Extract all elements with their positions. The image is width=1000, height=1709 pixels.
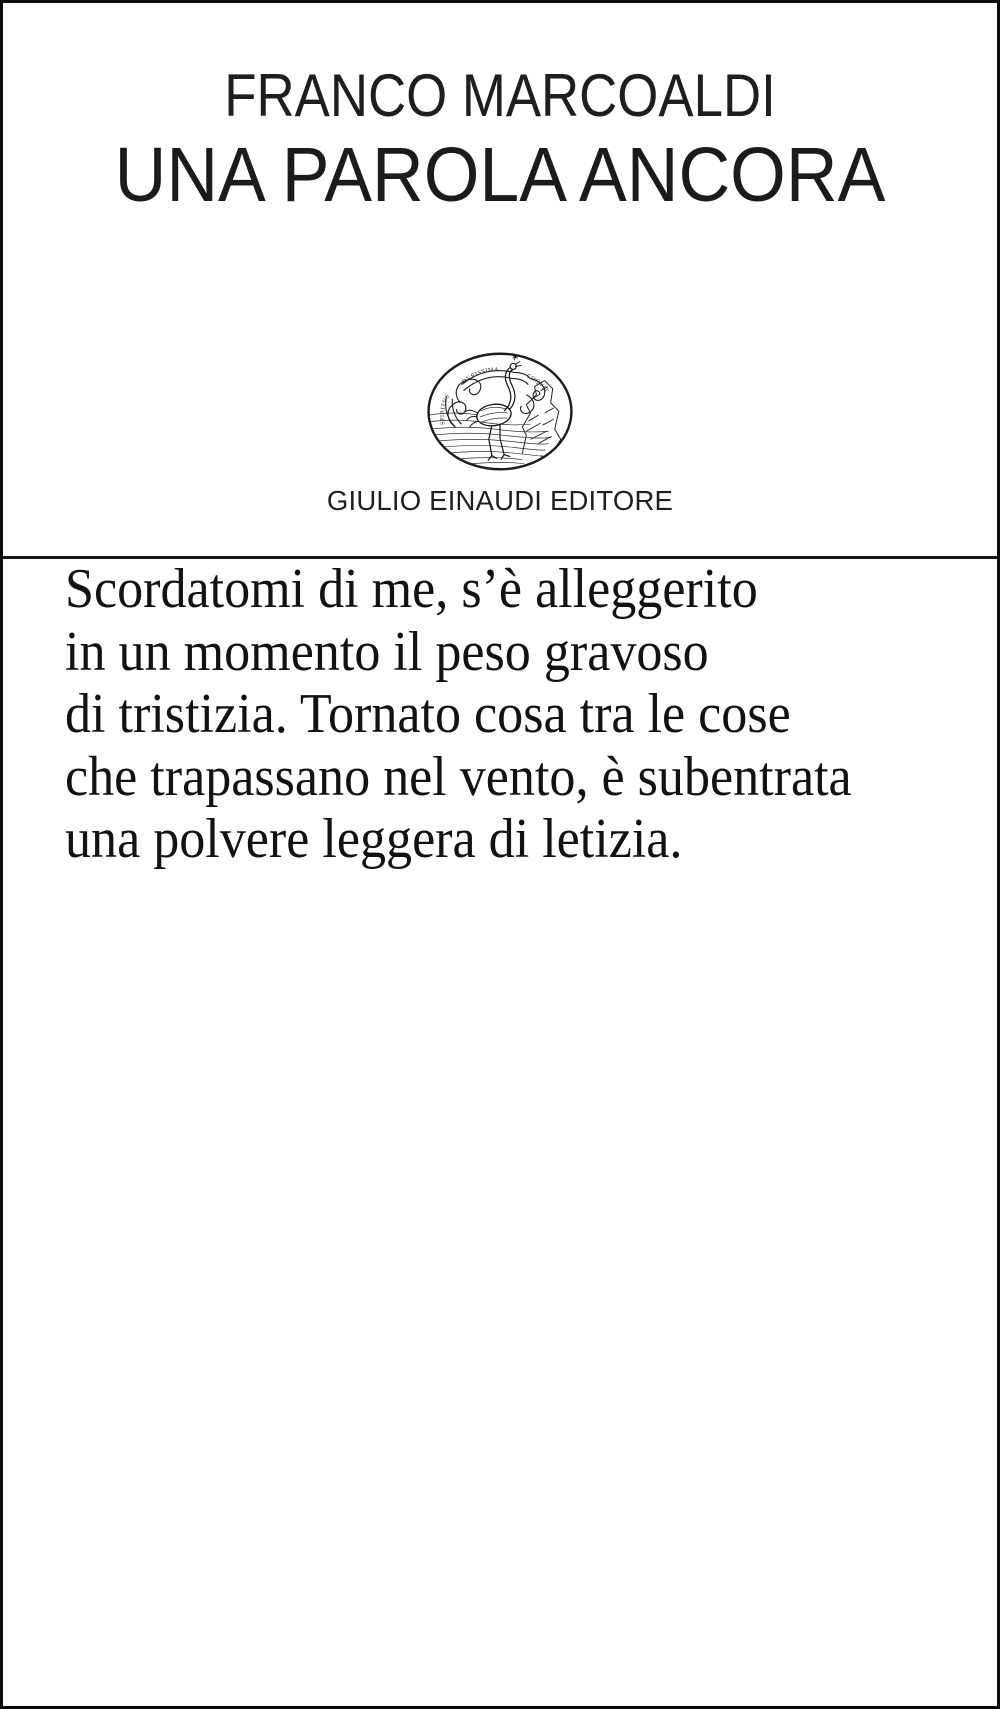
- publisher-name: GIULIO EINAUDI EDITORE: [326, 485, 674, 516]
- poem-excerpt: [65, 558, 852, 871]
- logo-motto-word-1: SPIRITVS: [439, 393, 452, 426]
- poem-line-3: di tristizia. Tornato cosa tra le cose: [65, 683, 791, 745]
- poem-line-4: che trapassano nel vento, è subentrata: [65, 745, 852, 808]
- poem-line-2: in un momento il peso gravoso: [65, 620, 709, 683]
- poem-line-5: una polvere leggera di letizia.: [65, 808, 683, 870]
- einaudi-ostrich-logo-icon: [425, 350, 575, 473]
- logo-motto-word-2: DVRISSIMA: [461, 367, 500, 386]
- book-title: UNA PAROLA ANCORA: [114, 132, 886, 218]
- logo-motto-word-3: COQVIT: [525, 373, 550, 395]
- emblem-rocks: [522, 381, 561, 454]
- poem-line-1: Scordatomi di me, s’è alleggerito: [65, 558, 758, 620]
- author-name: FRANCO MARCOALDI: [224, 62, 776, 129]
